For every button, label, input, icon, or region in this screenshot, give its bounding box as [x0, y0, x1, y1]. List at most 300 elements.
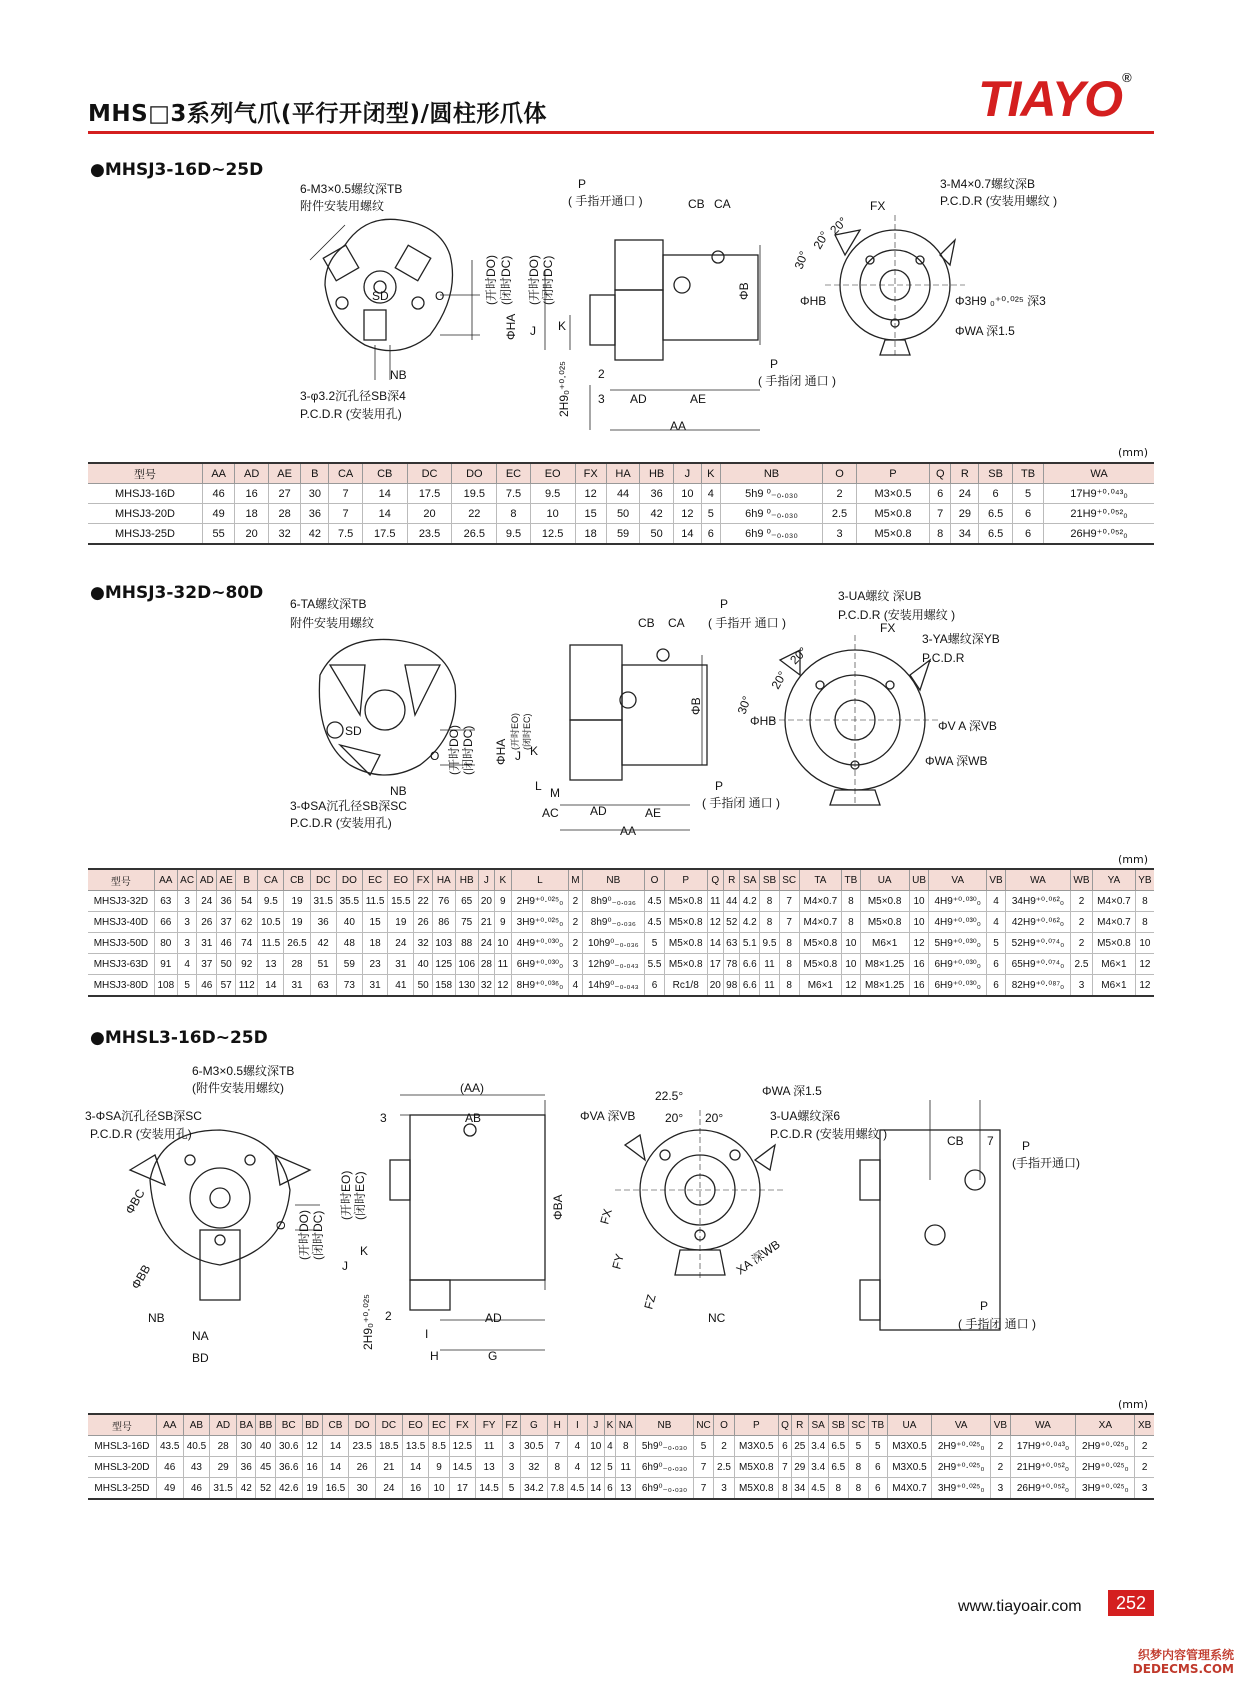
table-cell: 24: [951, 484, 979, 504]
table-cell: 6h9⁰₋₀.₀₃₀: [636, 1457, 693, 1478]
table-cell: 10: [842, 954, 860, 975]
s1-m4-sub: P.C.D.R (安装用螺纹 ): [940, 194, 1058, 208]
s2-ad: AD: [590, 804, 607, 818]
table-cell: 11: [760, 975, 780, 997]
table-cell: 7.8: [547, 1478, 567, 1500]
table-cell: 57: [217, 975, 236, 997]
model-cell: MHSJ3-25D: [88, 524, 202, 545]
table-cell: 2.5: [1070, 954, 1092, 975]
footer-url[interactable]: www.tiayoair.com: [958, 1598, 1082, 1615]
table-cell: 19: [388, 912, 414, 933]
table-cell: 8h9⁰₋₀.₀₃₆: [582, 891, 645, 912]
s1-eo: (开时DO): [527, 255, 541, 305]
model-cell: MHSL3-16D: [88, 1436, 156, 1457]
table-cell: 3: [177, 912, 197, 933]
table-cell: 20: [235, 524, 269, 545]
table-cell: 31: [362, 975, 387, 997]
table-cell: 26H9⁺⁰·⁰⁵²₀: [1010, 1478, 1076, 1500]
table-cell: 37: [197, 954, 217, 975]
table-cell: 4: [569, 975, 582, 997]
table-cell: 10: [530, 504, 575, 524]
column-header: DO: [452, 463, 497, 484]
s3-eo: (开时EO): [339, 1170, 353, 1220]
table-cell: 16.5: [322, 1478, 349, 1500]
table-cell: 91: [154, 954, 177, 975]
table-row: [88, 524, 1154, 545]
table-cell: 4: [987, 912, 1006, 933]
table-cell: 7.5: [497, 484, 531, 504]
s2-k: K: [530, 744, 539, 758]
table-cell: 14: [707, 933, 723, 954]
table-cell: 5: [701, 504, 720, 524]
table-cell: 8H9⁺⁰·⁰³⁶₀: [511, 975, 569, 997]
table-cell: 22: [452, 504, 497, 524]
table-cell: 22: [414, 891, 432, 912]
table-cell: 31: [197, 933, 217, 954]
table-cell: M4×0.7: [1093, 912, 1136, 933]
table-row: [88, 933, 1154, 954]
table-cell: 2H9⁺⁰·⁰²⁵₀: [1076, 1457, 1135, 1478]
column-header: L: [511, 869, 569, 891]
table-cell: 14: [322, 1436, 349, 1457]
column-header: R: [951, 463, 979, 484]
table-cell: 44: [724, 891, 740, 912]
s3-aa: (AA): [460, 1081, 484, 1095]
table-cell: 34: [791, 1478, 808, 1500]
table-cell: 31.5: [310, 891, 336, 912]
table-cell: 12: [575, 484, 606, 504]
watermark: 织梦内容管理系统 DEDECMS.COM: [1132, 1648, 1234, 1676]
s3-na: NA: [192, 1329, 209, 1343]
table-cell: 11: [760, 954, 780, 975]
s2-va: ΦV A 深VB: [938, 719, 997, 733]
table-cell: 51: [310, 954, 336, 975]
table-cell: 17H9⁺⁰·⁰⁴³₀: [1010, 1436, 1076, 1457]
table-row: [88, 1457, 1154, 1478]
s1-aa: AA: [670, 419, 687, 433]
table-cell: 15: [575, 504, 606, 524]
table-cell: 2: [1070, 933, 1092, 954]
column-header: K: [701, 463, 720, 484]
table-cell: 36: [217, 891, 236, 912]
s2-a30: 30°: [734, 694, 755, 717]
table-cell: 12h9⁰₋₀.₀₄₃: [582, 954, 645, 975]
table-cell: 31: [388, 954, 414, 975]
s3-a20b: 20°: [705, 1111, 724, 1125]
table-cell: 98: [724, 975, 740, 997]
table-cell: M4×0.7: [799, 912, 842, 933]
table-cell: 6: [930, 484, 951, 504]
table-cell: 21H9⁺⁰·⁰⁵²₀: [1044, 504, 1154, 524]
table-cell: 4: [567, 1436, 587, 1457]
table-cell: 5: [693, 1436, 714, 1457]
table-cell: 46: [202, 484, 234, 504]
column-header: UA: [860, 869, 909, 891]
table-cell: 7: [779, 912, 799, 933]
s1-k: K: [558, 319, 567, 333]
s3-g: G: [488, 1349, 498, 1363]
table-cell: 4: [604, 1436, 615, 1457]
s1-sb: 3-φ3.2沉孔径SB深4: [300, 389, 406, 403]
column-header: HA: [432, 869, 455, 891]
table-cell: 11: [476, 1436, 503, 1457]
table-cell: 30: [349, 1478, 376, 1500]
column-header: WB: [1070, 869, 1092, 891]
table-cell: 6: [868, 1457, 887, 1478]
table-cell: 45: [256, 1457, 275, 1478]
table-cell: 28: [210, 1436, 237, 1457]
table-cell: 63: [724, 933, 740, 954]
table-cell: 42: [640, 504, 674, 524]
column-header: AA: [202, 463, 234, 484]
table-cell: 16: [302, 1457, 322, 1478]
column-header: Q: [707, 869, 723, 891]
column-header: HA: [606, 463, 640, 484]
table-cell: 20: [407, 504, 452, 524]
table-cell: 8: [930, 524, 951, 545]
table-cell: 18: [235, 504, 269, 524]
table-cell: 14: [362, 504, 407, 524]
table-cell: 28: [284, 954, 310, 975]
table-cell: 24: [478, 933, 494, 954]
table-cell: M3×0.5: [856, 484, 929, 504]
table-cell: 8: [1135, 891, 1154, 912]
column-header: YB: [1135, 869, 1154, 891]
model-cell: MHSL3-25D: [88, 1478, 156, 1500]
table-cell: 12: [842, 975, 860, 997]
table-cell: 25: [791, 1436, 808, 1457]
column-header: J: [587, 1414, 604, 1436]
column-header: O: [823, 463, 857, 484]
column-header: 型号: [88, 869, 154, 891]
table-cell: 5: [868, 1436, 887, 1457]
s3-wa: ΦWA 深1.5: [762, 1084, 822, 1098]
table-cell: 13: [616, 1478, 636, 1500]
s3-do: (开时DO): [297, 1210, 311, 1260]
s3-p-open: (手指开通口): [1012, 1156, 1080, 1170]
table-cell: 2: [569, 912, 582, 933]
table-cell: 63: [310, 975, 336, 997]
table-cell: 11: [495, 954, 511, 975]
s2-p-close: ( 手指闭 通口 ): [702, 796, 780, 810]
column-header: HB: [640, 463, 674, 484]
table-cell: 10: [842, 933, 860, 954]
s3-o: O: [274, 1220, 288, 1230]
table-cell: 106: [455, 954, 478, 975]
s1-two: 2: [598, 367, 605, 381]
model-cell: MHSJ3-16D: [88, 484, 202, 504]
table-cell: 29: [210, 1457, 237, 1478]
column-header: NA: [616, 1414, 636, 1436]
table-cell: 4H9⁺⁰·⁰³⁰₀: [929, 891, 987, 912]
table-cell: 6: [645, 975, 665, 997]
table-cell: 46: [183, 1478, 210, 1500]
table-cell: M5×0.8: [860, 891, 909, 912]
table-cell: 23: [362, 954, 387, 975]
s3-three: 3: [380, 1111, 387, 1125]
table-cell: 16: [235, 484, 269, 504]
model-cell: MHSJ3-32D: [88, 891, 154, 912]
column-header: AE: [217, 869, 236, 891]
table-cell: 2: [714, 1436, 734, 1457]
column-header: SB: [828, 1414, 848, 1436]
table-cell: M4×0.7: [799, 891, 842, 912]
table-cell: 6H9⁺⁰·⁰³⁰₀: [929, 954, 987, 975]
s2-ya: 3-YA螺纹深YB: [922, 632, 1000, 646]
s1-cb: CB: [688, 197, 705, 211]
table-cell: 43: [183, 1457, 210, 1478]
table-cell: 42.6: [275, 1478, 302, 1500]
column-header: J: [478, 869, 494, 891]
table-cell: 14.5: [476, 1478, 503, 1500]
table-cell: 36: [310, 912, 336, 933]
s3-fz: FZ: [641, 1292, 659, 1311]
table-cell: 3: [502, 1457, 520, 1478]
s3-k: K: [360, 1244, 369, 1258]
table-cell: 7: [693, 1478, 714, 1500]
s1-p-close: ( 手指闭 通口 ): [758, 374, 836, 388]
column-header: HB: [455, 869, 478, 891]
column-header: Q: [779, 1414, 792, 1436]
s1-do: (开时DO): [484, 255, 498, 305]
table-cell: 10.5: [258, 912, 284, 933]
table-cell: Rc1/8: [664, 975, 707, 997]
table-cell: 8h9⁰₋₀.₀₃₆: [582, 912, 645, 933]
table-row: [88, 912, 1154, 933]
table-cell: 6h9 ⁰₋₀.₀₃₀: [720, 524, 822, 545]
table-cell: 54: [236, 891, 258, 912]
table-cell: 23.5: [349, 1436, 376, 1457]
s1-h9: 2H9₀⁺⁰·⁰²⁵: [557, 361, 571, 417]
table-cell: 6.5: [979, 504, 1013, 524]
table-cell: 40: [414, 954, 432, 975]
column-header: WA: [1010, 1414, 1076, 1436]
column-header: BD: [302, 1414, 322, 1436]
table-cell: 18.5: [376, 1436, 403, 1457]
table-cell: 13: [258, 954, 284, 975]
column-header: WA: [1044, 463, 1154, 484]
s1-p: P: [578, 177, 587, 191]
table-cell: 7: [329, 504, 363, 524]
table-cell: 6: [868, 1478, 887, 1500]
table-cell: 13.5: [402, 1436, 429, 1457]
s2-fx: FX: [880, 621, 896, 635]
column-header: R: [791, 1414, 808, 1436]
table-cell: 12: [707, 912, 723, 933]
table-cell: 12.5: [530, 524, 575, 545]
table-cell: M5×0.8: [799, 954, 842, 975]
column-header: BC: [275, 1414, 302, 1436]
s2-ya-sub: P.C.D.R: [922, 651, 965, 665]
table-cell: 3: [569, 954, 582, 975]
table-cell: 28: [268, 504, 300, 524]
s1-o: O: [435, 289, 445, 303]
table-cell: 4: [567, 1457, 587, 1478]
s3-xa: XA 深WB: [733, 1237, 783, 1278]
table-cell: 7.5: [329, 524, 363, 545]
table-cell: 3: [502, 1436, 520, 1457]
table-cell: 2H9⁺⁰·⁰²⁵₀: [932, 1436, 991, 1457]
column-header: M: [569, 869, 582, 891]
s1-unit: (mm): [1118, 446, 1149, 459]
table-cell: 50: [606, 504, 640, 524]
s2-a20b: 20°: [787, 644, 810, 668]
table-cell: 23.5: [407, 524, 452, 545]
table-cell: M5×0.8: [1093, 933, 1136, 954]
column-header: DC: [310, 869, 336, 891]
column-header: VA: [929, 869, 987, 891]
table-cell: 21: [376, 1457, 403, 1478]
table-cell: 17H9⁺⁰·⁰⁴³₀: [1044, 484, 1154, 504]
table-cell: 6: [1012, 524, 1043, 545]
table-cell: 73: [336, 975, 362, 997]
column-header: B: [301, 463, 329, 484]
table-cell: M6×1: [799, 975, 842, 997]
s2-ua: 3-UA螺纹 深UB: [838, 589, 922, 603]
table-cell: 32: [478, 975, 494, 997]
table-cell: 12: [587, 1457, 604, 1478]
table-cell: 75: [455, 912, 478, 933]
s3-tb-label: 6-M3×0.5螺纹深TB: [192, 1064, 295, 1078]
table-cell: 13: [476, 1457, 503, 1478]
table-cell: 5: [502, 1478, 520, 1500]
s2-ac: AC: [542, 806, 559, 820]
s2-spec-table: [88, 868, 1154, 997]
table-cell: 3: [177, 891, 197, 912]
table-cell: 6h9 ⁰₋₀.₀₃₀: [720, 504, 822, 524]
table-cell: 10: [673, 484, 701, 504]
column-header: FX: [449, 1414, 476, 1436]
s3-pcdr: P.C.D.R (安装用孔): [90, 1127, 192, 1141]
table-cell: 7: [547, 1436, 567, 1457]
column-header: CA: [329, 463, 363, 484]
s1-ec: (闭时DC): [541, 255, 555, 305]
table-cell: 31: [284, 975, 310, 997]
column-header: EO: [402, 1414, 429, 1436]
column-header: H: [547, 1414, 567, 1436]
s2-do: (开时DO): [447, 725, 461, 775]
column-header: EC: [497, 463, 531, 484]
s1-ca: CA: [714, 197, 731, 211]
s3-nb: NB: [148, 1311, 165, 1325]
table-row: [88, 504, 1154, 524]
s3-sb: 3-ΦSA沉孔径SB深SC: [85, 1109, 202, 1123]
table-cell: 62: [236, 912, 258, 933]
column-header: CB: [284, 869, 310, 891]
s2-ae: AE: [645, 806, 662, 820]
table-cell: 40.5: [183, 1436, 210, 1457]
table-cell: 9.5: [760, 933, 780, 954]
table-cell: 3: [714, 1478, 734, 1500]
table-cell: 48: [336, 933, 362, 954]
table-cell: 10: [587, 1436, 604, 1457]
table-cell: 2: [1070, 912, 1092, 933]
table-cell: 24: [388, 933, 414, 954]
table-cell: 30.6: [275, 1436, 302, 1457]
s2-p-open: ( 手指开 通口 ): [708, 616, 786, 630]
table-cell: 4.5: [645, 912, 665, 933]
column-header: CA: [258, 869, 284, 891]
table-cell: 86: [432, 912, 455, 933]
s3-ad: AD: [485, 1311, 502, 1325]
table-cell: M5X0.8: [734, 1478, 779, 1500]
table-cell: 34.2: [521, 1478, 548, 1500]
table-cell: 5.1: [740, 933, 760, 954]
s1-pcdr: P.C.D.R (安装用孔): [300, 407, 402, 421]
table-cell: 17.5: [362, 524, 407, 545]
table-cell: 40: [336, 912, 362, 933]
table-cell: 2H9⁺⁰·⁰²⁵₀: [932, 1457, 991, 1478]
table-cell: M5×0.8: [799, 933, 842, 954]
table-cell: 2: [1070, 891, 1092, 912]
table-cell: 7: [930, 504, 951, 524]
table-cell: 52: [256, 1478, 275, 1500]
table-cell: 26: [197, 912, 217, 933]
table-row: [88, 891, 1154, 912]
table-cell: 11.5: [258, 933, 284, 954]
column-header: EC: [429, 1414, 449, 1436]
table-cell: 17: [449, 1478, 476, 1500]
table-cell: 5.5: [645, 954, 665, 975]
table-cell: 7: [779, 891, 799, 912]
table-cell: M5×0.8: [856, 524, 929, 545]
table-cell: 19: [302, 1478, 322, 1500]
table-cell: 2: [1135, 1457, 1154, 1478]
table-cell: 41: [388, 975, 414, 997]
table-cell: 6: [701, 524, 720, 545]
column-header: O: [645, 869, 665, 891]
table-cell: 16: [402, 1478, 429, 1500]
table-cell: 14h9⁰₋₀.₀₄₃: [582, 975, 645, 997]
table-cell: 34H9⁺⁰·⁰⁶²₀: [1006, 891, 1071, 912]
column-header: EO: [388, 869, 414, 891]
s1-a30: 30°: [791, 249, 812, 272]
s3-bd: BD: [192, 1351, 209, 1365]
table-cell: 21H9⁺⁰·⁰⁵²₀: [1010, 1457, 1076, 1478]
table-cell: 11: [707, 891, 723, 912]
table-cell: 46: [217, 933, 236, 954]
table-cell: 4H9⁺⁰·⁰³⁰₀: [511, 933, 569, 954]
table-cell: 5: [1012, 484, 1043, 504]
table-cell: 16: [909, 975, 929, 997]
model-cell: MHSJ3-50D: [88, 933, 154, 954]
table-cell: 12: [673, 504, 701, 524]
table-cell: 10: [1135, 933, 1154, 954]
column-header: DO: [349, 1414, 376, 1436]
table-cell: 6: [779, 1436, 792, 1457]
column-header: AA: [154, 869, 177, 891]
table-cell: M6×1: [1093, 954, 1136, 975]
table-cell: 9.5: [258, 891, 284, 912]
s3-va: ΦVA 深VB: [580, 1109, 636, 1123]
table-cell: 19: [284, 912, 310, 933]
table-cell: 12: [1135, 954, 1154, 975]
table-cell: 9: [495, 912, 511, 933]
column-header: AB: [183, 1414, 210, 1436]
column-header: NC: [693, 1414, 714, 1436]
s3-fy: FY: [609, 1252, 627, 1271]
table-cell: 21: [478, 912, 494, 933]
section3-drawings: [80, 1060, 1160, 1370]
table-cell: 36.6: [275, 1457, 302, 1478]
column-header: VB: [991, 1414, 1010, 1436]
table-cell: 3: [1070, 975, 1092, 997]
table-cell: 3: [1135, 1478, 1154, 1500]
table-row: [88, 1436, 1154, 1457]
table-cell: 6h9⁰₋₀.₀₃₀: [636, 1478, 693, 1500]
table-cell: M3X0.5: [734, 1436, 779, 1457]
s3-a225: 22.5°: [655, 1089, 684, 1103]
